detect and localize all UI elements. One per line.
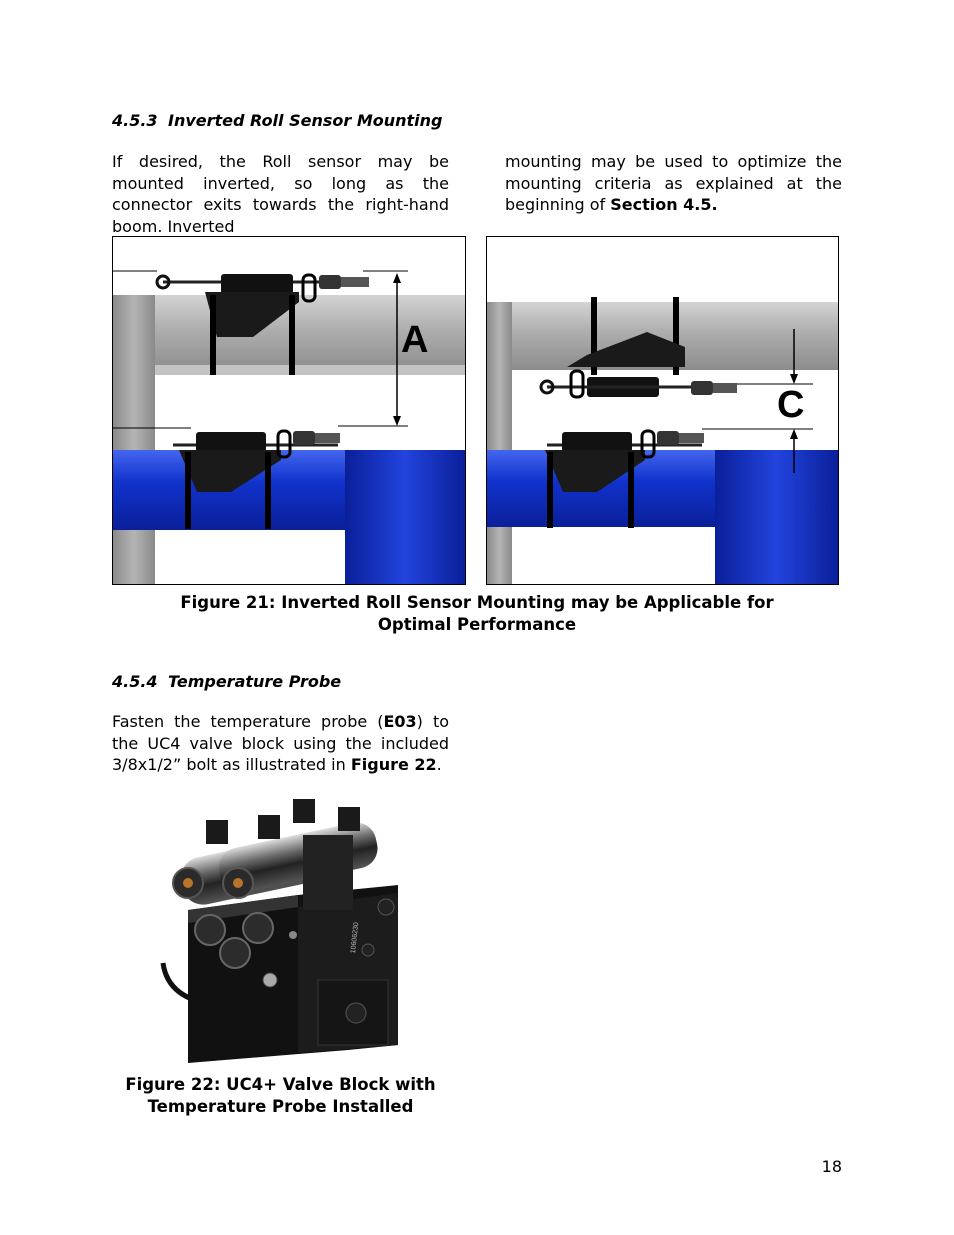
figure-reference: Figure 22 bbox=[350, 755, 437, 774]
figure21-caption: Figure 21: Inverted Roll Sensor Mounting may be Applicable for Optimal Performance bbox=[180, 593, 774, 634]
figure21-left-panel bbox=[112, 236, 466, 585]
paragraph-text: ) to the UC4 valve block using the included 3/8x1/2” bolt as illustrated in bbox=[112, 712, 449, 774]
section-number: 4.5.4 bbox=[112, 672, 158, 691]
paragraph-text: Fasten the temperature probe ( bbox=[112, 712, 384, 731]
paragraph-left-column: If desired, the Roll sensor may be mounted inverted, so long as the connector exits towards the right-hand boom. Inverted bbox=[112, 152, 449, 236]
paragraph-text: . bbox=[436, 755, 442, 774]
paragraph-right-column bbox=[505, 151, 842, 216]
block-marking: 10606230 bbox=[350, 922, 361, 954]
section-title: Inverted Roll Sensor Mounting bbox=[168, 111, 443, 130]
roll-sensor-normal-illustration bbox=[113, 237, 465, 584]
dimension-label-a: A bbox=[401, 319, 429, 361]
figure22-image bbox=[158, 795, 403, 1067]
part-number: E03 bbox=[383, 712, 417, 731]
section-reference: Section 4.5. bbox=[610, 195, 718, 214]
section-number: 4.5.3 bbox=[112, 111, 158, 130]
section-title: Temperature Probe bbox=[168, 672, 342, 691]
page-number: 18 bbox=[821, 1157, 842, 1176]
dimension-label-c: C bbox=[777, 384, 805, 426]
valve-block-illustration bbox=[158, 795, 403, 1067]
section-heading-4-5-3 bbox=[112, 111, 443, 130]
paragraph-text: mounting may be used to optimize the mounting criteria as explained at the beginning of bbox=[505, 152, 842, 214]
section-heading-4-5-4 bbox=[112, 672, 341, 691]
figure21-right-panel bbox=[486, 236, 839, 585]
paragraph-temperature-probe bbox=[112, 711, 449, 776]
figure22-caption: Figure 22: UC4+ Valve Block with Temperature Probe Installed bbox=[125, 1075, 436, 1116]
